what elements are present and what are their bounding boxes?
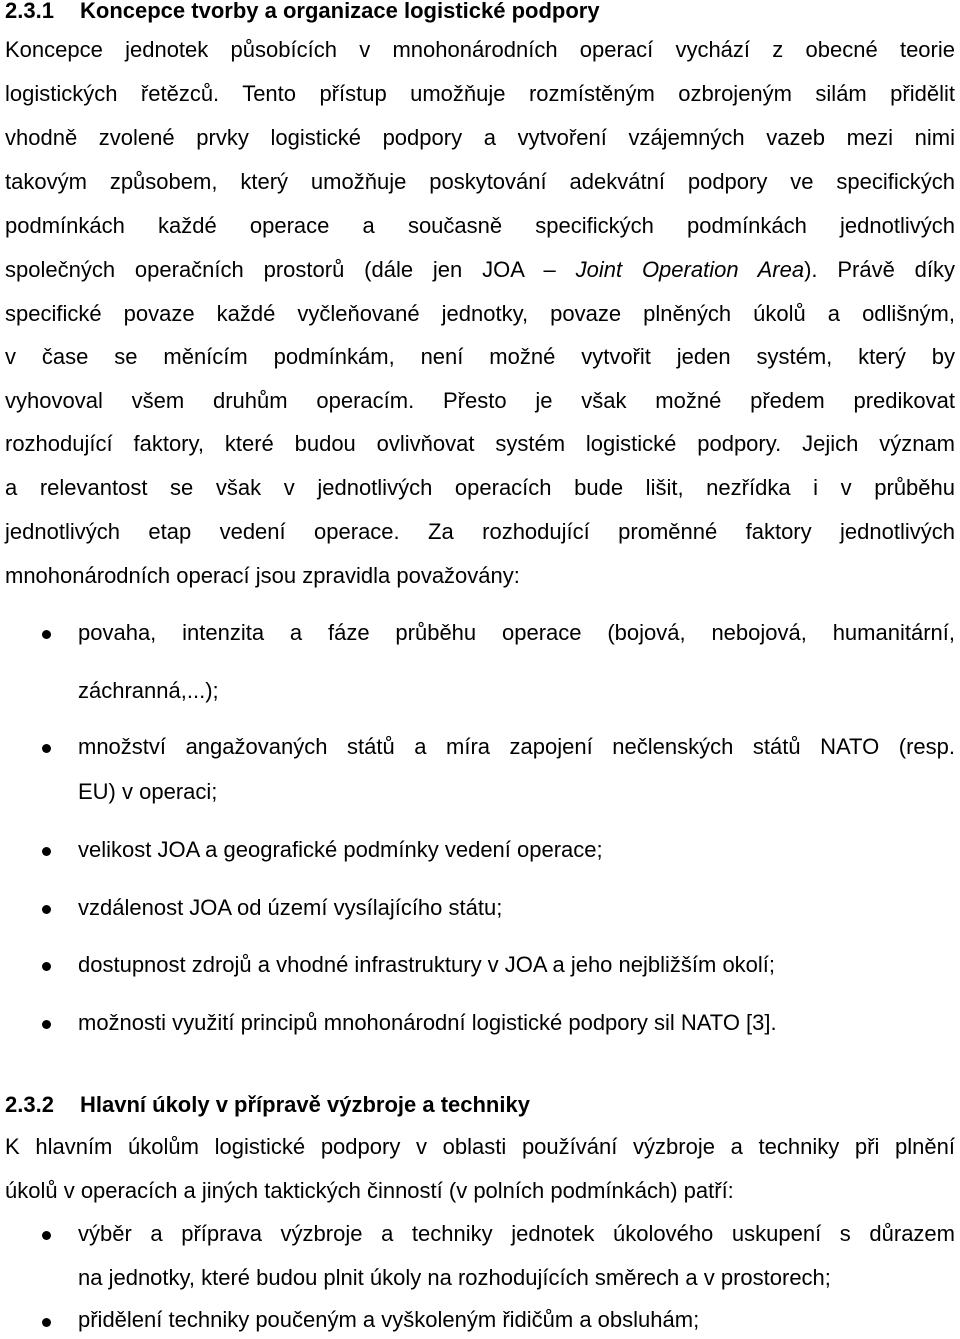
paragraph-line: vyhovoval všem druhům operacím. Přesto je však možné předem predikovat <box>5 388 955 413</box>
section-number: 2.3.2 <box>5 1092 54 1117</box>
bullet-text: možnosti využití principů mnohonárodní logistické podpory sil NATO [3]. <box>78 1010 777 1035</box>
bullet-text: velikost JOA a geografické podmínky vedení operace; <box>78 837 603 862</box>
paragraph-line: jednotlivých etap vedení operace. Za rozhodující proměnné faktory jednotlivých <box>5 519 955 544</box>
bullet-text: dostupnost zdrojů a vhodné infrastruktury v JOA a jeho nejbližším okolí; <box>78 952 776 977</box>
bullet-text: výběr a příprava výzbroje a techniky jednotek úkolového uskupení s důrazem <box>78 1221 955 1246</box>
paragraph-line: takovým způsobem, který umožňuje poskytování adekvátní podpory ve specifických <box>5 169 955 194</box>
paragraph-text: ). Právě díky <box>804 257 956 282</box>
paragraph-line <box>5 256 955 284</box>
bullet-dot <box>42 744 51 753</box>
paragraph-line: Koncepce jednotek působících v mnohonárodních operací vychází z obecné teorie <box>5 37 955 62</box>
paragraph-line: vhodně zvolené prvky logistické podpory a vytvoření vzájemných vazeb mezi nimi <box>5 125 955 150</box>
paragraph-line: mnohonárodních operací jsou zpravidla považovány: <box>5 563 520 588</box>
paragraph-line: a relevantost se však v jednotlivých operacích bude lišit, nezřídka i v průběhu <box>5 475 955 500</box>
bullet-text: záchranná,...); <box>78 678 219 703</box>
paragraph-line: v čase se měnícím podmínkám, není možné vytvořit jeden systém, který by <box>5 344 955 369</box>
paragraph-line: logistických řetězců. Tento přístup umožňuje rozmístěným ozbrojeným silám přidělit <box>5 81 955 106</box>
bullet-text: na jednotky, které budou plnit úkoly na rozhodujících směrech a v prostorech; <box>78 1265 831 1290</box>
bullet-dot <box>42 630 51 639</box>
bullet-dot <box>42 1318 51 1327</box>
bullet-dot <box>42 847 51 856</box>
bullet-text: EU) v operaci; <box>78 779 218 804</box>
italic-term: Joint Operation Area <box>575 257 805 282</box>
bullet-dot <box>42 905 51 914</box>
paragraph-line: úkolů v operacích a jiných taktických činností (v polních podmínkách) patří: <box>5 1178 734 1203</box>
paragraph-text: společných operačních prostorů (dále jen JOA – <box>5 257 576 282</box>
bullet-dot <box>42 962 51 971</box>
bullet-dot <box>42 1231 51 1240</box>
section-heading <box>5 0 600 24</box>
bullet-text: přidělení techniky poučeným a vyškoleným řidičům a obsluhám; <box>78 1307 700 1332</box>
paragraph-line: podmínkách každé operace a současně specifických podmínkách jednotlivých <box>5 213 955 238</box>
paragraph-line: specifické povaze každé vyčleňované jednotky, povaze plněných úkolů a odlišným, <box>5 301 955 326</box>
section-number: 2.3.1 <box>5 0 54 23</box>
section-title: Koncepce tvorby a organizace logistické podpory <box>80 0 600 23</box>
paragraph-line: rozhodující faktory, které budou ovlivňovat systém logistické podpory. Jejich význam <box>5 431 955 456</box>
bullet-text: povaha, intenzita a fáze průběhu operace (bojová, nebojová, humanitární, <box>78 620 955 645</box>
section-title: Hlavní úkoly v přípravě výzbroje a techniky <box>80 1092 530 1117</box>
bullet-dot <box>42 1020 51 1029</box>
section-heading <box>5 1092 530 1118</box>
bullet-text: vzdálenost JOA od území vysílajícího státu; <box>78 895 503 920</box>
bullet-text: množství angažovaných států a míra zapojení nečlenských států NATO (resp. <box>78 734 955 759</box>
paragraph-line: K hlavním úkolům logistické podpory v oblasti používání výzbroje a techniky při plnění <box>5 1134 955 1159</box>
